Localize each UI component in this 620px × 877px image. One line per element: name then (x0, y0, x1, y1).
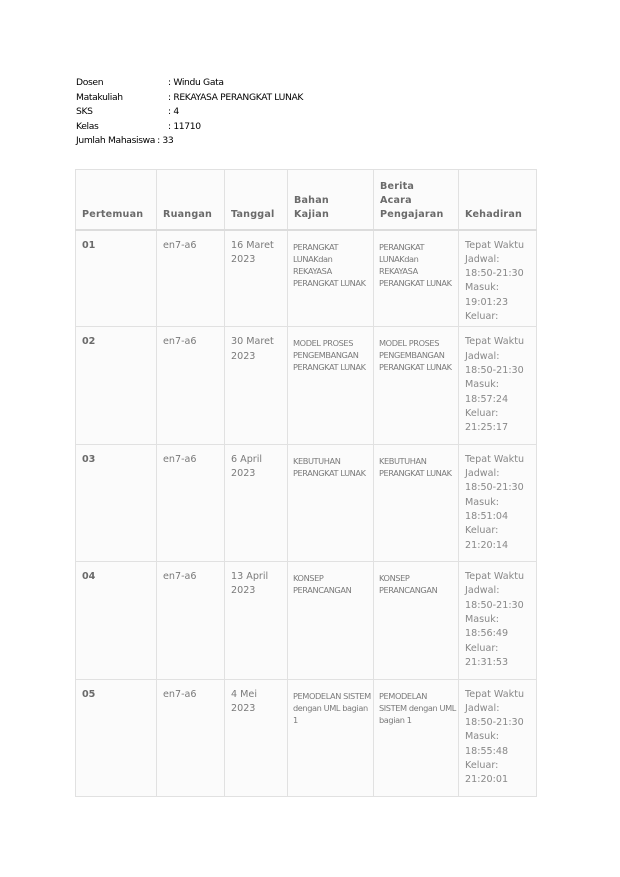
cell-tanggal: 30 Maret 2023 (225, 327, 288, 444)
kehadiran-jadwal: Jadwal: 18:50-21:30 (465, 468, 524, 494)
cell-ruangan: en7-a6 (157, 562, 225, 679)
cell-ruangan: en7-a6 (157, 327, 225, 444)
table-row (76, 562, 537, 679)
info-matakuliah (76, 91, 303, 106)
attendance-table (75, 169, 537, 797)
course-info (76, 76, 303, 149)
cell-bahan-kajian: KEBUTUHAN PERANGKAT LUNAK (288, 444, 374, 561)
kehadiran-keluar: Keluar: 21:25:17 (465, 407, 509, 434)
cell-kehadiran (459, 562, 537, 679)
cell-berita-acara: KEBUTUHAN PERANGKAT LUNAK (374, 444, 459, 561)
header-ruangan: Ruangan (157, 170, 225, 230)
cell-tanggal: 4 Mei 2023 (225, 679, 288, 796)
kehadiran-masuk: Masuk: 18:56:49 (465, 614, 509, 640)
cell-kehadiran (459, 230, 537, 327)
kehadiran-keluar: Keluar: 21:20:01 (465, 760, 509, 786)
cell-tanggal: 13 April 2023 (225, 562, 288, 679)
info-dosen (76, 76, 303, 91)
cell-bahan-kajian: PERANGKAT LUNAKdan REKAYASA PERANGKAT LUNAK (288, 230, 374, 327)
header-berita-acara: Berita Acara Pengajaran (374, 170, 459, 230)
table-row (76, 327, 537, 444)
kehadiran-jadwal: Jadwal: 18:50-21:30 (465, 585, 524, 611)
kehadiran-jadwal: Jadwal: 18:50-21:30 (465, 350, 524, 376)
kehadiran-masuk: Masuk: 18:55:48 (465, 731, 509, 757)
cell-pertemuan: 03 (76, 444, 157, 561)
cell-kehadiran (459, 679, 537, 796)
table-row (76, 444, 537, 561)
cell-tanggal: 16 Maret 2023 (225, 230, 288, 327)
cell-bahan-kajian: KONSEP PERANCANGAN (288, 562, 374, 679)
header-kehadiran: Kehadiran (459, 170, 537, 230)
table-row (76, 230, 537, 327)
kehadiran-status: Tepat Waktu (465, 336, 525, 348)
header-tanggal: Tanggal (225, 170, 288, 230)
header-pertemuan: Pertemuan (76, 170, 157, 230)
cell-berita-acara: MODEL PROSES PENGEMBANGAN PERANGKAT LUNAK (374, 327, 459, 444)
info-label: Matakuliah (76, 91, 123, 103)
info-kelas (76, 120, 303, 135)
info-value: : 33 (157, 135, 174, 147)
cell-berita-acara: PEMODELAN SISTEM dengan UML bagian 1 (374, 679, 459, 796)
kehadiran-keluar: Keluar: 21:20:14 (465, 525, 509, 551)
info-label: Dosen (76, 77, 104, 88)
kehadiran-status: Tepat Waktu (465, 571, 525, 583)
info-value: : REKAYASA PERANGKAT LUNAK (168, 91, 304, 103)
cell-bahan-kajian: MODEL PROSES PENGEMBANGAN PERANGKAT LUNAK (288, 327, 374, 444)
kehadiran-masuk: Masuk: 19:01:23 (465, 282, 509, 308)
cell-bahan-kajian: PEMODELAN SISTEM dengan UML bagian 1 (288, 679, 374, 796)
info-jumlah-mahasiswa (76, 134, 303, 149)
kehadiran-status: Tepat Waktu (465, 453, 525, 465)
kehadiran-keluar: Keluar: (465, 310, 499, 322)
cell-ruangan: en7-a6 (157, 230, 225, 327)
cell-pertemuan: 04 (76, 562, 157, 679)
table-header-row (76, 170, 537, 230)
cell-ruangan: en7-a6 (157, 444, 225, 561)
cell-berita-acara: KONSEP PERANCANGAN (374, 562, 459, 679)
header-bahan-kajian: Bahan Kajian (288, 170, 374, 230)
info-label: Kelas (76, 120, 99, 132)
info-value: : Windu Gata (168, 77, 224, 88)
kehadiran-keluar: Keluar: 21:31:53 (465, 642, 509, 668)
cell-berita-acara: PERANGKAT LUNAKdan REKAYASA PERANGKAT LUNAK (374, 230, 459, 327)
info-label: SKS (76, 106, 93, 118)
cell-pertemuan: 02 (76, 327, 157, 444)
kehadiran-masuk: Masuk: 18:57:24 (465, 379, 509, 405)
kehadiran-status: Tepat Waktu (465, 239, 525, 251)
cell-tanggal: 6 April 2023 (225, 444, 288, 561)
kehadiran-jadwal: Jadwal: 18:50-21:30 (465, 702, 524, 729)
cell-pertemuan: 05 (76, 679, 157, 796)
kehadiran-masuk: Masuk: 18:51:04 (465, 496, 509, 522)
kehadiran-status: Tepat Waktu (465, 688, 525, 700)
kehadiran-jadwal: Jadwal: 18:50-21:30 (465, 253, 524, 280)
info-value: : 4 (168, 106, 179, 118)
table-row (76, 679, 537, 796)
cell-kehadiran (459, 444, 537, 561)
info-label: Jumlah Mahasiswa (76, 135, 156, 147)
cell-pertemuan: 01 (76, 230, 157, 327)
info-value: : 11710 (168, 120, 201, 132)
cell-ruangan: en7-a6 (157, 679, 225, 796)
info-sks (76, 105, 303, 120)
cell-kehadiran (459, 327, 537, 444)
